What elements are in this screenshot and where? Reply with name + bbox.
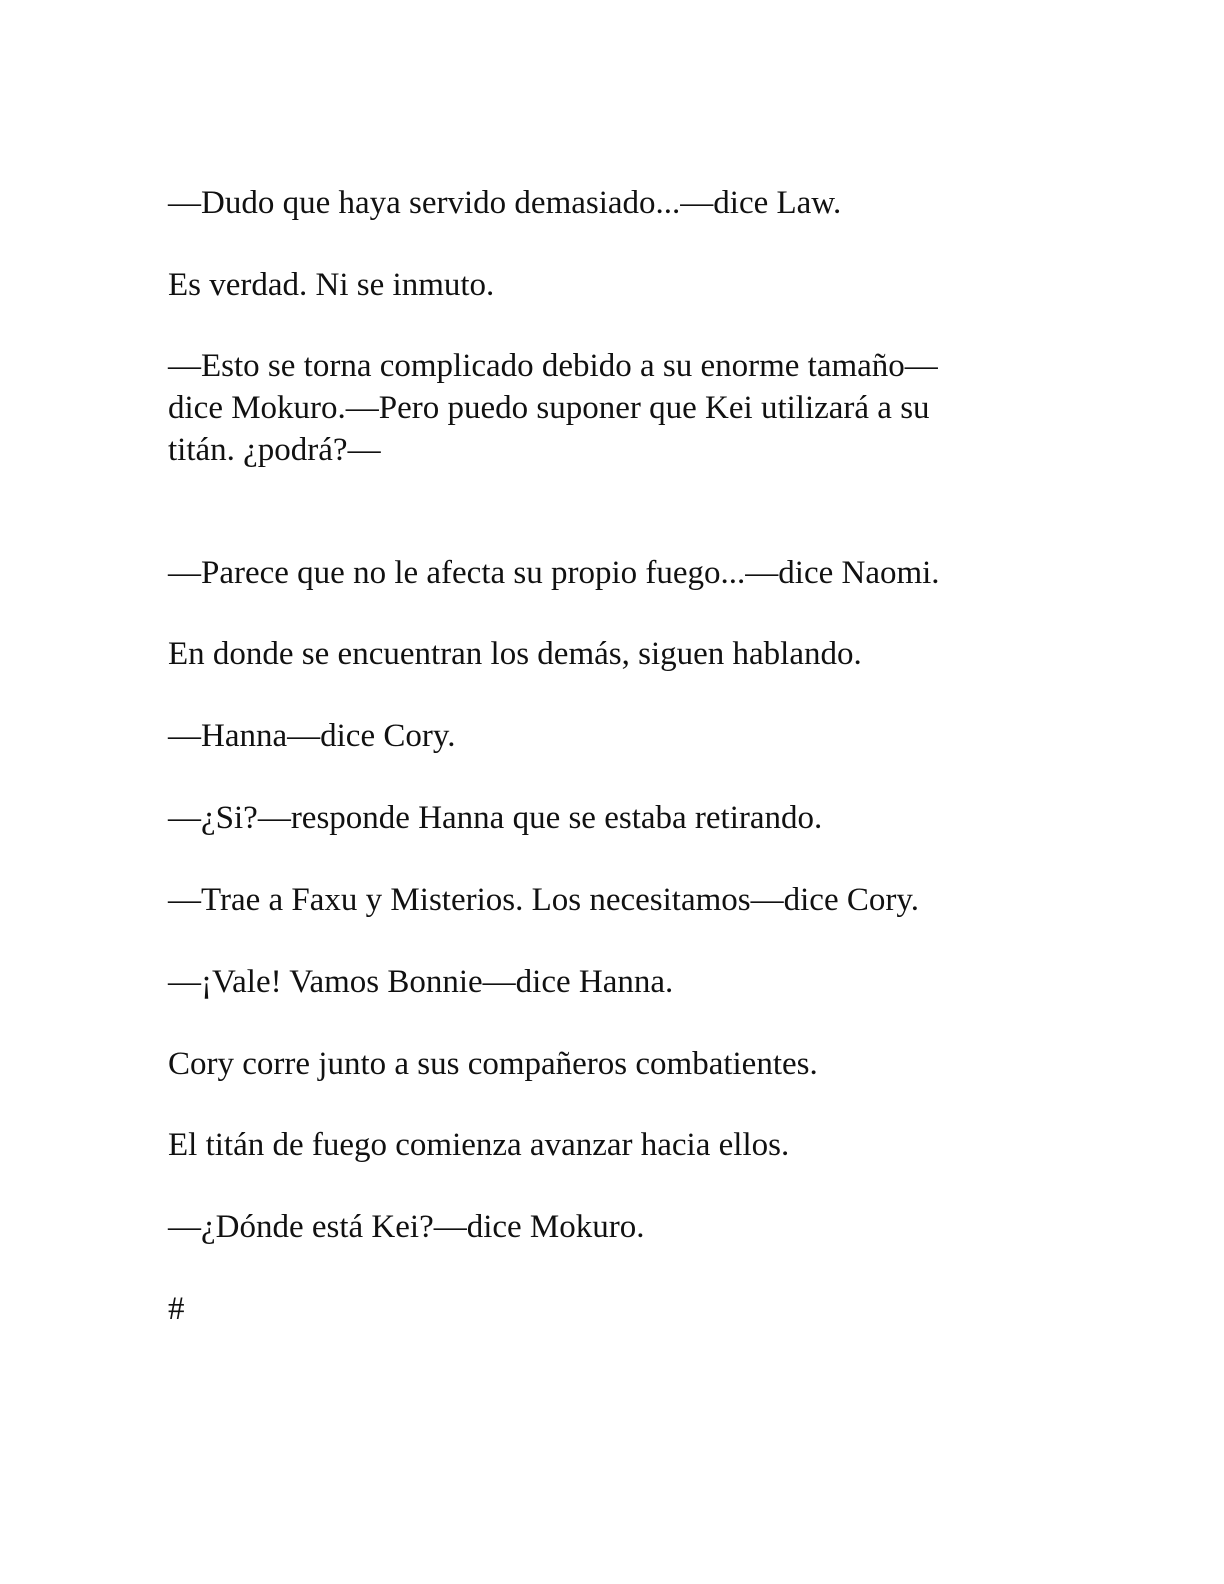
paragraph-naomi-fire: —Parece que no le afecta su propio fuego...—dice Naomi. <box>168 555 940 591</box>
paragraph-law-doubt: —Dudo que haya servido demasiado...—dice Law. <box>168 185 842 221</box>
paragraph-mokuro-titan: —Esto se torna complicado debido a su enorme tamaño— dice Mokuro.—Pero puedo suponer que Kei utilizará a su titán. ¿podrá?— <box>168 348 938 468</box>
paragraph-cory-hanna: —Hanna—dice Cory. <box>168 718 456 754</box>
paragraph-hanna-reply: —¿Si?—responde Hanna que se estaba retirando. <box>168 800 823 836</box>
paragraph-cory-runs: Cory corre junto a sus compañeros combatientes. <box>168 1046 818 1082</box>
paragraph-fire-titan: El titán de fuego comienza avanzar hacia ellos. <box>168 1127 790 1163</box>
paragraph-hanna-bonnie: —¡Vale! Vamos Bonnie—dice Hanna. <box>168 964 674 1000</box>
paragraph-cory-request: —Trae a Faxu y Misterios. Los necesitamos—dice Cory. <box>168 882 919 918</box>
paragraph-where-kei: —¿Dónde está Kei?—dice Mokuro. <box>168 1209 645 1245</box>
section-break-hash: # <box>168 1291 185 1327</box>
paragraph-es-verdad: Es verdad. Ni se inmuto. <box>168 267 495 303</box>
paragraph-others-talking: En donde se encuentran los demás, siguen hablando. <box>168 636 862 672</box>
